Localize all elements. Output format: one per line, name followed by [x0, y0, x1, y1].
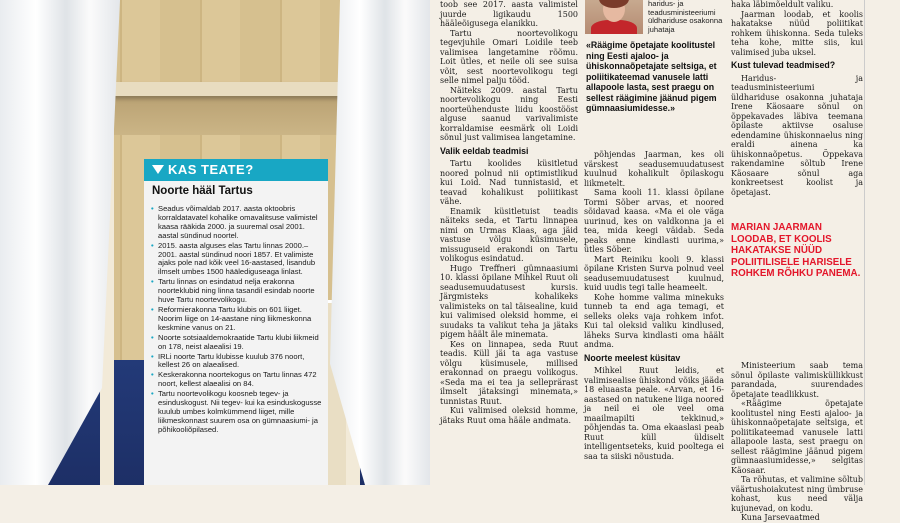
fact-box-list: [150, 205, 326, 436]
portrait-shirt: [591, 20, 637, 34]
paragraph: toob see 2017. aasta valimistel juurde ligikaudu 1500 hääleõigusega elanikku.: [440, 0, 578, 28]
paragraph: Kohe homme valima minekuks tunneb ta end aga temagi, et selleks oleks vaja rohkem infot. Kui tal oleksid valiku kindlused, läheks Surva kindlasti oma häält andma.: [584, 292, 724, 349]
fact-box: [144, 159, 328, 485]
paragraph: Haridus- ja teadusministeeriumi üldhariduse osakonna juhataja Irene Käosaare sõnul on õppekavades läbiva teemana õpilaste aktiivse osaluse edendamine ühiskonnaelus ning eraldi ainena ka ühiskonnaõpetus. Õppekava rakendamine sõltub Irene Käosaare sõnul aga konkreetsest koolist ja õpetajast.: [731, 73, 863, 197]
paragraph: Jaarman loodab, et koolis hakatakse nüüd poliitikat rohkem ühiskonna. Seda tuleks teha kohe, mitte siis, kui valimised juba uksel.: [731, 9, 863, 57]
fact-item: • Reformierakonna Tartu klubis on 601 liiget. Noorim liige on 14-aastane ning liikmeskonna keskmine vanus on 21.: [150, 306, 326, 333]
fact-item: • Noorte sotsiaaldemokraatide Tartu klubi liikmeid on 178, neist alaealisi 19.: [150, 334, 326, 352]
paragraph: Näiteks 2009. aastal Tartu noortevolikogu ning Eesti noorteühenduste liidu koostööst alguse saanud varivalimiste korraldamise eesmärk oli Loidi sõnul just valimisea langetamine.: [440, 85, 578, 142]
paragraph: Ministeerium saab tema sõnul õpilaste valimisküllikkust parandada, suurendades õpetajate teadlikkust.: [731, 361, 863, 399]
paragraph: põhjendas Jaarman, kes oli värskest seadusemuudatusest kuulnud kohalikult õpilaskogu liikmetelt.: [584, 150, 724, 188]
paragraph: Kuna Jarsevaatmed: [741, 513, 820, 522]
fact-item: • 2015. aasta alguses elas Tartu linnas 2000.–2001. aastal sündinud noori 1857. Et valimiste ajaks pole nad kõik veel 16-aastased, lisandub ilmselt umbes 1500 häälediguseaga linlast.: [150, 242, 326, 278]
highlight-quote: «Räägime õpetajate koolitustel ning Eesti ajaloo- ja ühiskonnaõpetajate seltsiga, et poliitikateemad vanusele latti allapoole lasta, sest praegu on sellest räägimine jäänud pigem gümnaasiumidesse.»: [586, 40, 717, 113]
fact-item: • Tartu linnas on esindatud nelja erakonna noorteklubid ning linna tasandil esindab noorte huve Tartu noortevolikogu.: [150, 278, 326, 305]
subheading: Valik eeldab teadmisi: [440, 145, 529, 156]
fact-item: • Tartu noortevolikogu koosneb tegev- ja esinduskogust. Nii tegev- kui ka esinduskogusse kuulub umbes kolmkümmend liiget, mille liikmeskonnast suurem osa on gümnaasiumi- ja põhikooliõpilased.: [150, 390, 326, 435]
paragraph: Sama kooli 11. klassi õpilane Tormi Sõber arvas, et noored sõidavad kaasa. «Ma ei ole väga uurinud, kes on valdkonna ja ei tea, mida keegi väidab. Seda peaks enne kindlasti uurima,» ütles Sõber.: [584, 188, 724, 254]
paragraph: Ta rõhutas, et valimine sõltub väärtushoiakutest ning ümbruse kohast, kus need välja kujunevad, on kodu.: [731, 475, 863, 513]
article-column-2: [584, 150, 724, 461]
paragraph: Hugo Treffneri gümnaasiumi 10. klassi õpilane Mihkel Ruut oli seadusemuudatusest kursis. Järgmisteks kohalikeks valimisteks on tal täisealine, kuid kui valimised oleksid homme, ei suudaks ta valikut teha ja jätaks pigem häält äle minemata.: [440, 263, 578, 339]
fact-item: • Seadus võimaldab 2017. aasta oktoobris korraldatavatel kohalike omavalitsuse valimistel kaasa rääkida 2000. ja suuremal osal 2001. aastal sündinud noortel.: [150, 205, 326, 241]
article-column-1: [440, 0, 578, 425]
fact-item: • Keskerakonna noortekogus on Tartu linnas 472 noort, kellest alaealisi on 84.: [150, 371, 326, 389]
fact-item: • IRLi noorte Tartu klubisse kuulub 376 noort, kellest 26 on alaealised.: [150, 353, 326, 371]
paragraph: Tartu noortevolikogu tegevjuhile Omari Loidile teeb valimisea langetamine rõõmu. Loit ütles, et neile oli see suisa võit, sest noortevolikogu tegi selle nimel palju tööd.: [440, 28, 578, 85]
paragraph: Tartu koolides küsitletud noored polnud nii optimistlikud kui Loid. Nad tunnistasid, et teavad kohalikust poliitikast vähe.: [440, 159, 578, 206]
article-column-3-lower: [731, 361, 863, 523]
paragraph: Mihkel Ruut leidis, et valimisealise ühiskond võiks jääda 18 eluaasta peale. «Arvan, et 16-aastased on natukene liiga noored ja neil ei ole veel oma maailmapilti tekkinud,» põhjendas ta. Oma ekaaslasi peab Ruut küll üldiselt intelligentseteks, kuid pooltega ei saa ta siiski nõustuda.: [584, 366, 724, 461]
paragraph: Kes on linnapea, seda Ruut teadis. Küll jäi ta aga vastuse võlgu küsimusele, millised erakonnad on praegu volikogus. «Seda ma ei tea ja selleprärast ilmselt jätaksingi minemata,» tunnistas Ruut.: [440, 339, 578, 406]
triangle-icon: [152, 165, 164, 174]
fact-box-title: Noorte hääl Tartus: [152, 185, 253, 197]
subheading: Kust tulevad teadmised?: [731, 60, 836, 70]
fact-box-header: [144, 159, 328, 181]
curtain-right: [330, 0, 430, 485]
page-margin: [868, 0, 900, 485]
paragraph: haka läbimõeldult valiku.: [731, 0, 834, 9]
paragraph: Enamik küsitletuist teadis näiteks seda, et Tartu linnapea nimi on Urmas Klaas, aga jäid vastuse võlgu küsimusele, missuguseid erakondi on Tartu volikogus esindatud.: [440, 206, 578, 263]
subheading: Noorte meelest küsitav: [584, 352, 681, 363]
paragraph: Mart Reiniku kooli 9. klassi õpilane Kristen Surva polnud veel seadusemuudatusest kuulnud, kuid uudis tegi talle heameelt.: [584, 254, 724, 292]
author-portrait: [585, 0, 643, 34]
paragraph: Kui valimised oleksid homme, jätaks Ruut oma hääle andmata.: [440, 406, 578, 425]
pull-quote: MARIAN JAARMAN LOODAB, ET KOOLIS HAKATAKSE NÜÜD POLIITILISELE HARISELE ROHKEM RÕHKU PANEMA.: [731, 222, 861, 279]
portrait-caption: haridus- ja teadusministeeriumi üldhariduse osakonna juhataja: [648, 0, 723, 34]
column-rule: [864, 0, 865, 485]
paragraph: «Räägime õpetajate koolitustel ning Eesti ajaloo- ja ühiskonnaõpetajate seltsiga, et poliitikateemad vanusele latti allapoole lasta, sest praegu on sellest räägimine jäänud pigem gümnaasiumidesse,» selgitas Käosaar.: [731, 399, 863, 475]
article-column-3: [731, 0, 863, 197]
fact-box-header-label: KAS TEATE?: [168, 162, 254, 177]
